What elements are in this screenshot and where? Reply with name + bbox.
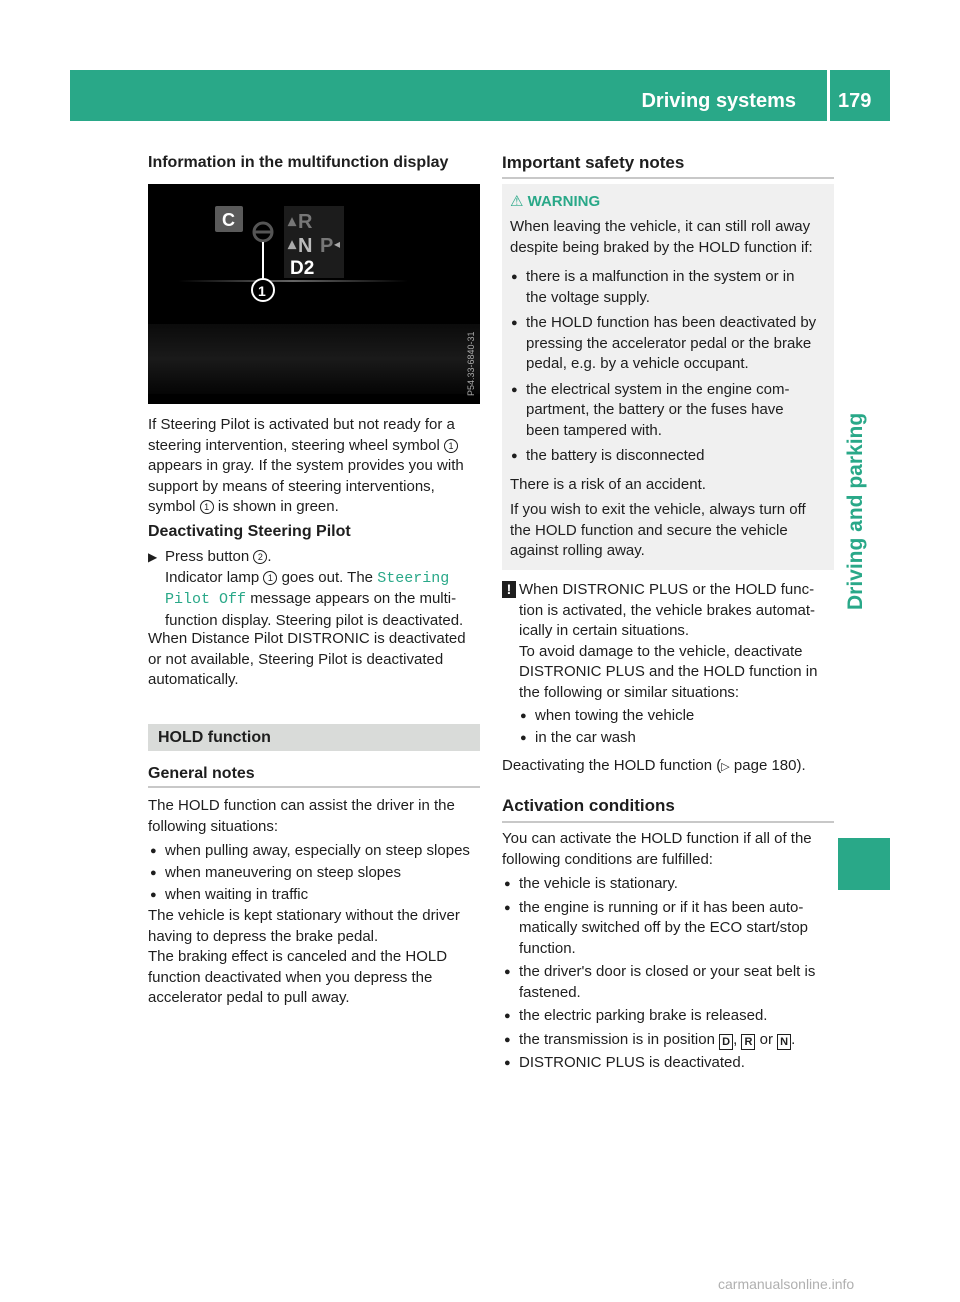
risk-text: There is a risk of an accident.	[510, 476, 706, 493]
distance-pilot-paragraph: When Distance Pilot DISTRONIC is deactivated or not available, Steering Pilot is deactivated automatically.	[148, 630, 466, 688]
safety-notes-heading: Important safety notes	[502, 153, 685, 172]
list-item: ● the driver's door is closed or your seat belt is fastened.	[504, 963, 816, 1001]
watermark: carmanualsonline.info	[718, 1276, 855, 1292]
heading-rule	[148, 786, 480, 788]
gear-c-label: C	[222, 210, 235, 230]
warning-box	[502, 184, 834, 570]
activation-intro: You can activate the HOLD function if all of the following conditions are fulfilled:	[502, 830, 812, 868]
activation-bullets	[502, 874, 834, 1074]
deactivate-reference: Deactivating the HOLD function (▷ page 180).	[502, 757, 806, 774]
step-arrow-icon: ▶	[148, 550, 158, 564]
multifunction-display-image	[148, 184, 480, 404]
list-item: ● when towing the vehicle	[520, 707, 695, 724]
activation-heading: Activation conditions	[502, 796, 675, 815]
svg-text:▴: ▴	[288, 236, 297, 253]
header-bar	[70, 70, 890, 121]
callout-1-label: 1	[258, 283, 266, 299]
list-item: ● the electric parking brake is released.	[504, 1007, 768, 1024]
section-title: Driving systems	[641, 90, 796, 112]
gear-n-key: N	[777, 1034, 791, 1050]
warning-bullets	[510, 267, 832, 467]
list-item: ● DISTRONIC PLUS is deactivated.	[504, 1054, 745, 1071]
gear-r-key: R	[741, 1034, 755, 1050]
gear-n-label: N	[298, 235, 313, 257]
heading-rule	[502, 821, 834, 823]
list-item: ● in the car wash	[520, 729, 636, 746]
general-intro: The HOLD function can assist the driver in the following situations:	[148, 797, 455, 835]
general-notes-heading: General notes	[148, 765, 255, 782]
hold-function-heading: HOLD function	[158, 729, 271, 746]
callout-1-icon: 1	[200, 500, 214, 514]
list-item: ● when waiting in traffic	[150, 886, 309, 903]
list-item: ● there is a malfunction in the system or in the voltage supply.	[511, 268, 795, 306]
gear-r-label: R	[298, 211, 313, 233]
hold-function-banner	[148, 724, 480, 751]
side-tab-marker	[838, 838, 890, 890]
heading-rule	[502, 177, 834, 179]
svg-text:▴: ▴	[288, 213, 297, 230]
note-bullet-list	[519, 706, 851, 750]
gear-d-key: D	[719, 1034, 733, 1050]
info-paragraph: If Steering Pilot is activated but not ready for a steering intervention, steering wheel symbol 1 appears in gray. If the system provides you with support by means of steering interventions, symbol 1 is shown in green.	[148, 416, 464, 515]
display-illustration	[148, 184, 480, 404]
page-arrow-icon: ▷	[721, 761, 730, 773]
warning-label: ⚠ WARNING	[510, 193, 601, 210]
list-item: ● the vehicle is stationary.	[504, 875, 678, 892]
pilot-off-message-text: Pilot Off	[165, 591, 247, 608]
list-item: ● the battery is disconnected	[511, 447, 705, 464]
warning-intro: When leaving the vehicle, it can still roll away despite being braked by the HOLD function if:	[510, 218, 813, 256]
gear-d2-label: D2	[290, 258, 315, 279]
gear-p-label: P	[320, 235, 334, 257]
info-heading: Information in the multifunction display	[148, 154, 449, 171]
list-item: ● the engine is running or if it has been auto- matically switched off by the ECO start/stop function.	[504, 898, 809, 957]
image-code: P54.33-6840-31	[466, 331, 476, 396]
list-item: ● the electrical system in the engine com- partment, the battery or the fuses have been tampered with.	[511, 380, 790, 439]
page-180-link[interactable]: page 180).	[733, 757, 806, 774]
warning-triangle-icon: ⚠	[510, 193, 524, 210]
exit-vehicle-paragraph: If you wish to exit the vehicle, always turn off the HOLD function and secure the vehicle against rolling away.	[510, 501, 806, 559]
page-number: 179	[838, 90, 872, 112]
callout-1-icon: 1	[263, 571, 277, 585]
list-item: ● when maneuvering on steep slopes	[150, 864, 401, 881]
header-divider	[827, 70, 830, 121]
deactivate-step: ▶ Press button 2 . Indicator lamp 1 goes out. The Steering Pilot Off message appears on the multi- function display. Steering pilot is deactivated.	[148, 548, 464, 629]
callout-2-icon: 2	[253, 550, 267, 564]
exclamation-icon: !	[502, 581, 516, 598]
side-tab-label: Driving and parking	[844, 412, 867, 610]
general-bullet-list	[148, 841, 480, 907]
svg-text:◂: ◂	[334, 237, 341, 251]
list-item: ● the HOLD function has been deactivated by pressing the accelerator pedal or the brake pedal, e.g. by a vehicle occupant.	[511, 314, 817, 372]
braking-paragraph: The braking effect is canceled and the HOLD function deactivated when you depress the accelerator pedal to pull away.	[148, 948, 448, 1006]
callout-1-icon: 1	[444, 439, 458, 453]
stationary-paragraph: The vehicle is kept stationary without the driver having to depress the brake pedal.	[148, 907, 460, 945]
list-item: ● the transmission is in position D , R or N .	[504, 1030, 796, 1048]
steering-message-text: Steering	[377, 569, 450, 587]
damage-note: ! When DISTRONIC PLUS or the HOLD func- tion is activated, the vehicle brakes automat- ically in certain situations. To avoid damage to the vehicle, deactivate DISTRONIC PLUS and the HOLD function in the following or similar situations:	[502, 580, 834, 703]
list-item: ● when pulling away, especially on steep slopes	[150, 842, 470, 859]
deactivating-heading: Deactivating Steering Pilot	[148, 523, 351, 540]
